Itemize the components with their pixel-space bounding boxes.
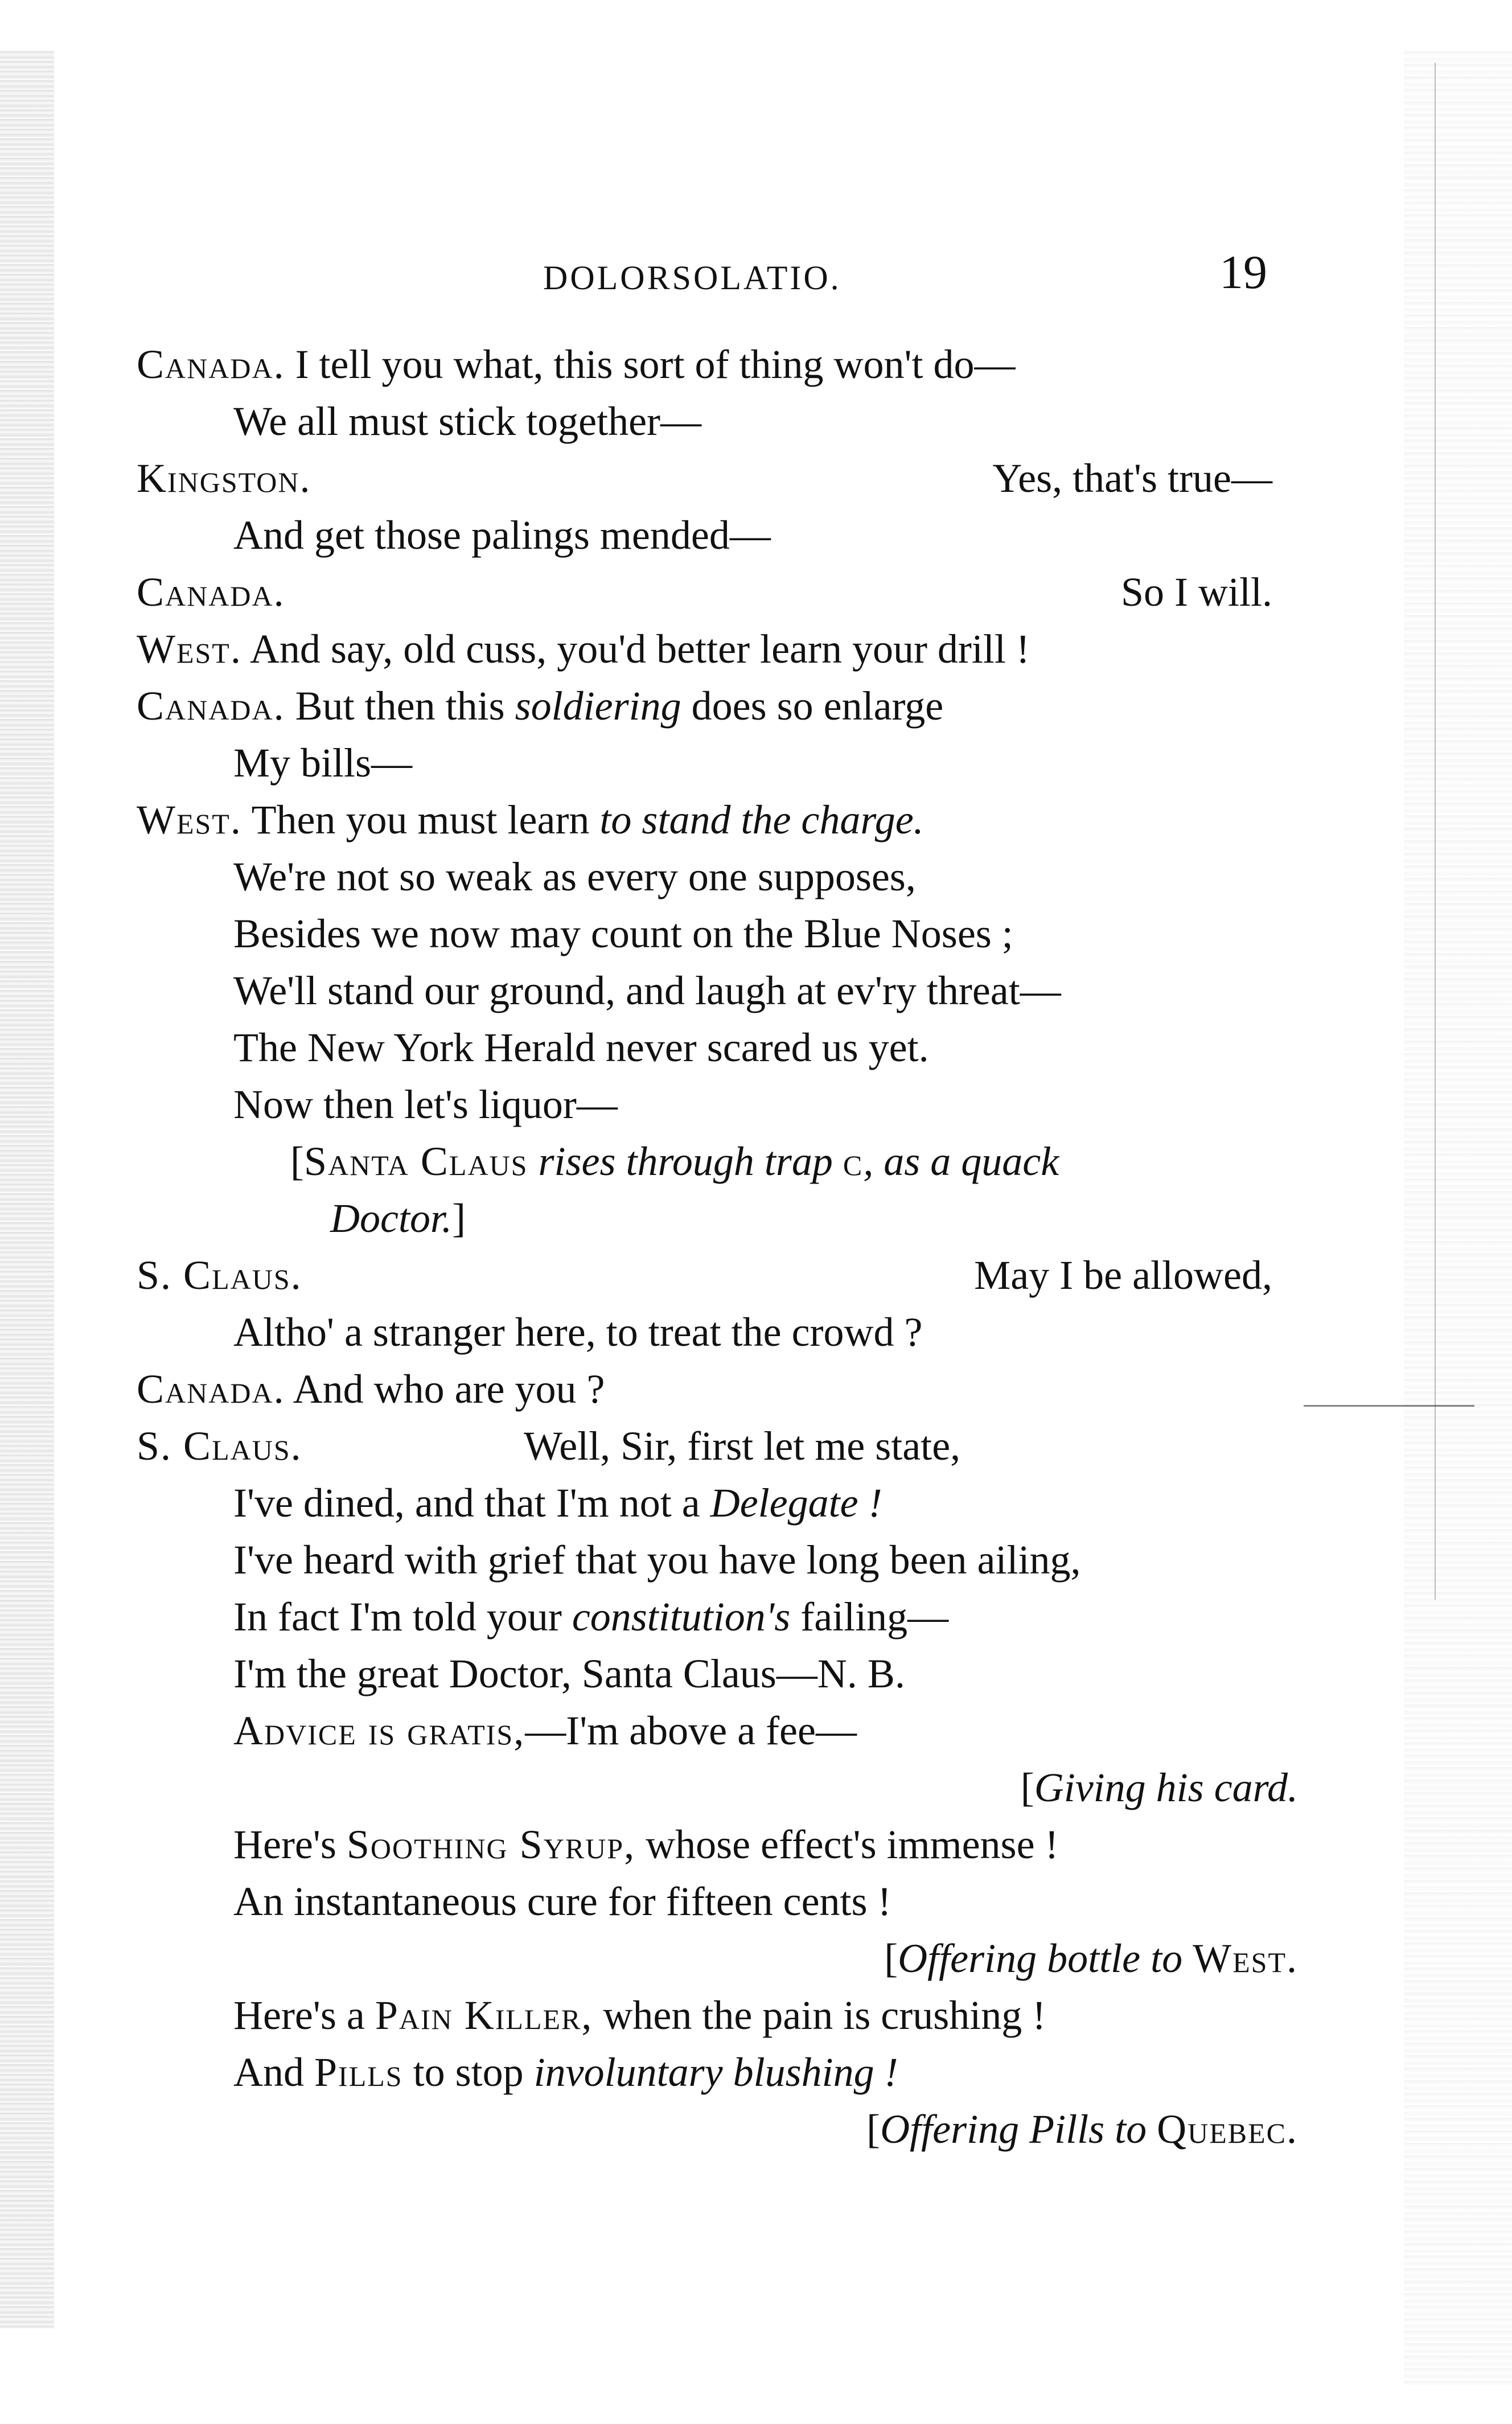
line-text: But then this <box>295 683 515 729</box>
verse-text <box>137 336 1332 2158</box>
speaker-name: Canada. <box>137 1366 285 1412</box>
italic-text: to stand the charge. <box>599 797 924 843</box>
speaker-name: West. <box>137 797 242 843</box>
small-caps-text: Soothing Syrup, <box>346 1822 636 1867</box>
line-text: The New York Herald never scared us yet. <box>233 1025 929 1070</box>
italic-text: involuntary blushing ! <box>533 2049 898 2095</box>
italic-text: Giving his card. <box>1034 1765 1298 1810</box>
line-text: Now then let's liquor— <box>233 1082 618 1127</box>
italic-text: Delegate ! <box>710 1480 882 1526</box>
verse-line <box>137 1588 1332 1645</box>
small-caps-text: Pain Killer, <box>375 1992 593 2038</box>
bracket: [ <box>866 2106 881 2152</box>
line-text: when the pain is crushing ! <box>593 1992 1046 2038</box>
italic-text: , as a quack <box>863 1139 1059 1184</box>
verse-line <box>137 962 1332 1019</box>
margin-rule <box>1435 63 1436 1600</box>
speaker-name: Canada. <box>137 342 285 387</box>
line-text: failing— <box>790 1594 949 1640</box>
line-text: So I will. <box>1120 569 1272 615</box>
book-page <box>137 245 1332 2237</box>
line-text: I've dined, and that I'm not a <box>233 1480 710 1526</box>
bracket: ] <box>452 1195 466 1241</box>
speaker-name: Canada. <box>137 569 285 615</box>
small-caps-text: Pills <box>314 2049 403 2095</box>
verse-line <box>137 1531 1332 1588</box>
line-text: May I be allowed, <box>974 1252 1272 1298</box>
verse-line <box>137 2044 1332 2101</box>
line-text: —I'm above a fee— <box>525 1708 857 1753</box>
stage-direction-text <box>137 1930 1298 1987</box>
line-text: I'm the great Doctor, Santa Claus—N. B. <box>233 1651 905 1696</box>
line-text: I've heard with grief that you have long been ailing, <box>233 1537 1081 1583</box>
verse-line <box>137 1247 1332 1304</box>
verse-line <box>137 1076 1332 1133</box>
line-text: And <box>233 2049 314 2095</box>
line-text: We'll stand our ground, and laugh at ev'ry threat— <box>233 968 1061 1013</box>
line-text: to stop <box>402 2049 534 2095</box>
character-name: Santa Claus <box>303 1139 528 1184</box>
bracket: [ <box>290 1139 304 1184</box>
line-text: Well, Sir, first let me state, <box>524 1423 961 1469</box>
running-title: DOLORSOLATIO. <box>543 259 841 297</box>
line-text: In fact I'm told your <box>233 1594 572 1640</box>
italic-text: soldiering <box>515 683 681 729</box>
verse-line <box>137 1816 1332 1873</box>
line-text: We all must stick together— <box>233 398 702 444</box>
stage-direction <box>137 1133 1332 1190</box>
verse-line <box>137 336 1332 393</box>
verse-line <box>137 1361 1332 1418</box>
verse-line <box>137 848 1332 905</box>
italic-text: Doctor. <box>330 1195 452 1241</box>
stage-direction <box>137 1759 1332 1816</box>
verse-line <box>137 621 1332 677</box>
small-caps-text: Advice is gratis, <box>233 1708 525 1753</box>
speaker-name: S. Claus. <box>137 1423 302 1469</box>
scan-edge-left <box>0 51 54 2328</box>
stage-direction <box>137 1190 1332 1247</box>
stage-direction-text <box>137 1759 1298 1816</box>
verse-line <box>137 1645 1332 1702</box>
trap-label: c <box>843 1139 864 1184</box>
stage-direction-text <box>137 2101 1298 2158</box>
verse-line <box>137 1304 1332 1361</box>
verse-line <box>137 905 1332 962</box>
italic-text: rises through trap <box>528 1139 843 1184</box>
stage-direction <box>137 1930 1332 1987</box>
verse-line <box>137 734 1332 791</box>
line-text: Yes, that's true— <box>992 455 1272 501</box>
line-text: does so enlarge <box>681 683 944 729</box>
verse-line <box>137 677 1332 734</box>
italic-text: Offering bottle to <box>898 1936 1193 1981</box>
italic-text: constitution's <box>572 1594 791 1640</box>
line-text: Then you must learn <box>251 797 600 843</box>
scan-edge-right <box>1404 51 1512 2385</box>
verse-line <box>137 507 1332 564</box>
running-header <box>137 245 1309 307</box>
verse-line <box>137 450 1332 507</box>
italic-text: Offering Pills to <box>880 2106 1157 2152</box>
line-text: I tell you what, this sort of thing won't do— <box>295 342 1016 387</box>
speaker-name: Kingston. <box>137 455 311 501</box>
character-name: West. <box>1193 1936 1298 1981</box>
line-text: Besides we now may count on the Blue Noses ; <box>233 911 1013 956</box>
page-number: 19 <box>1219 246 1267 299</box>
verse-line <box>137 1702 1332 1759</box>
line-text: whose effect's immense ! <box>635 1822 1059 1867</box>
speaker-name: Canada. <box>137 683 285 729</box>
verse-line <box>137 1418 1332 1474</box>
line-text: An instantaneous cure for fifteen cents ! <box>233 1879 891 1924</box>
character-name: Quebec. <box>1157 2106 1298 2152</box>
line-text: Altho' a stranger here, to treat the crowd ? <box>233 1309 923 1355</box>
line-text: Here's a <box>233 1992 375 2038</box>
line-text: We're not so weak as every one supposes, <box>233 854 916 899</box>
verse-line <box>137 791 1332 848</box>
line-text: Here's <box>233 1822 347 1867</box>
bracket: [ <box>1020 1765 1034 1810</box>
verse-line <box>137 393 1332 450</box>
line-text: And say, old cuss, you'd better learn your drill ! <box>249 626 1030 672</box>
line-text: My bills— <box>233 740 413 786</box>
verse-line <box>137 564 1332 621</box>
line-text: And get those palings mended— <box>233 512 771 558</box>
verse-line <box>137 1987 1332 2044</box>
verse-line <box>137 1474 1332 1531</box>
speaker-name: West. <box>137 626 242 672</box>
bracket: [ <box>884 1936 898 1981</box>
line-text: And who are you ? <box>293 1366 605 1412</box>
verse-line <box>137 1873 1332 1930</box>
stage-direction <box>137 2101 1332 2158</box>
speaker-name: S. Claus. <box>137 1252 302 1298</box>
verse-line <box>137 1019 1332 1076</box>
